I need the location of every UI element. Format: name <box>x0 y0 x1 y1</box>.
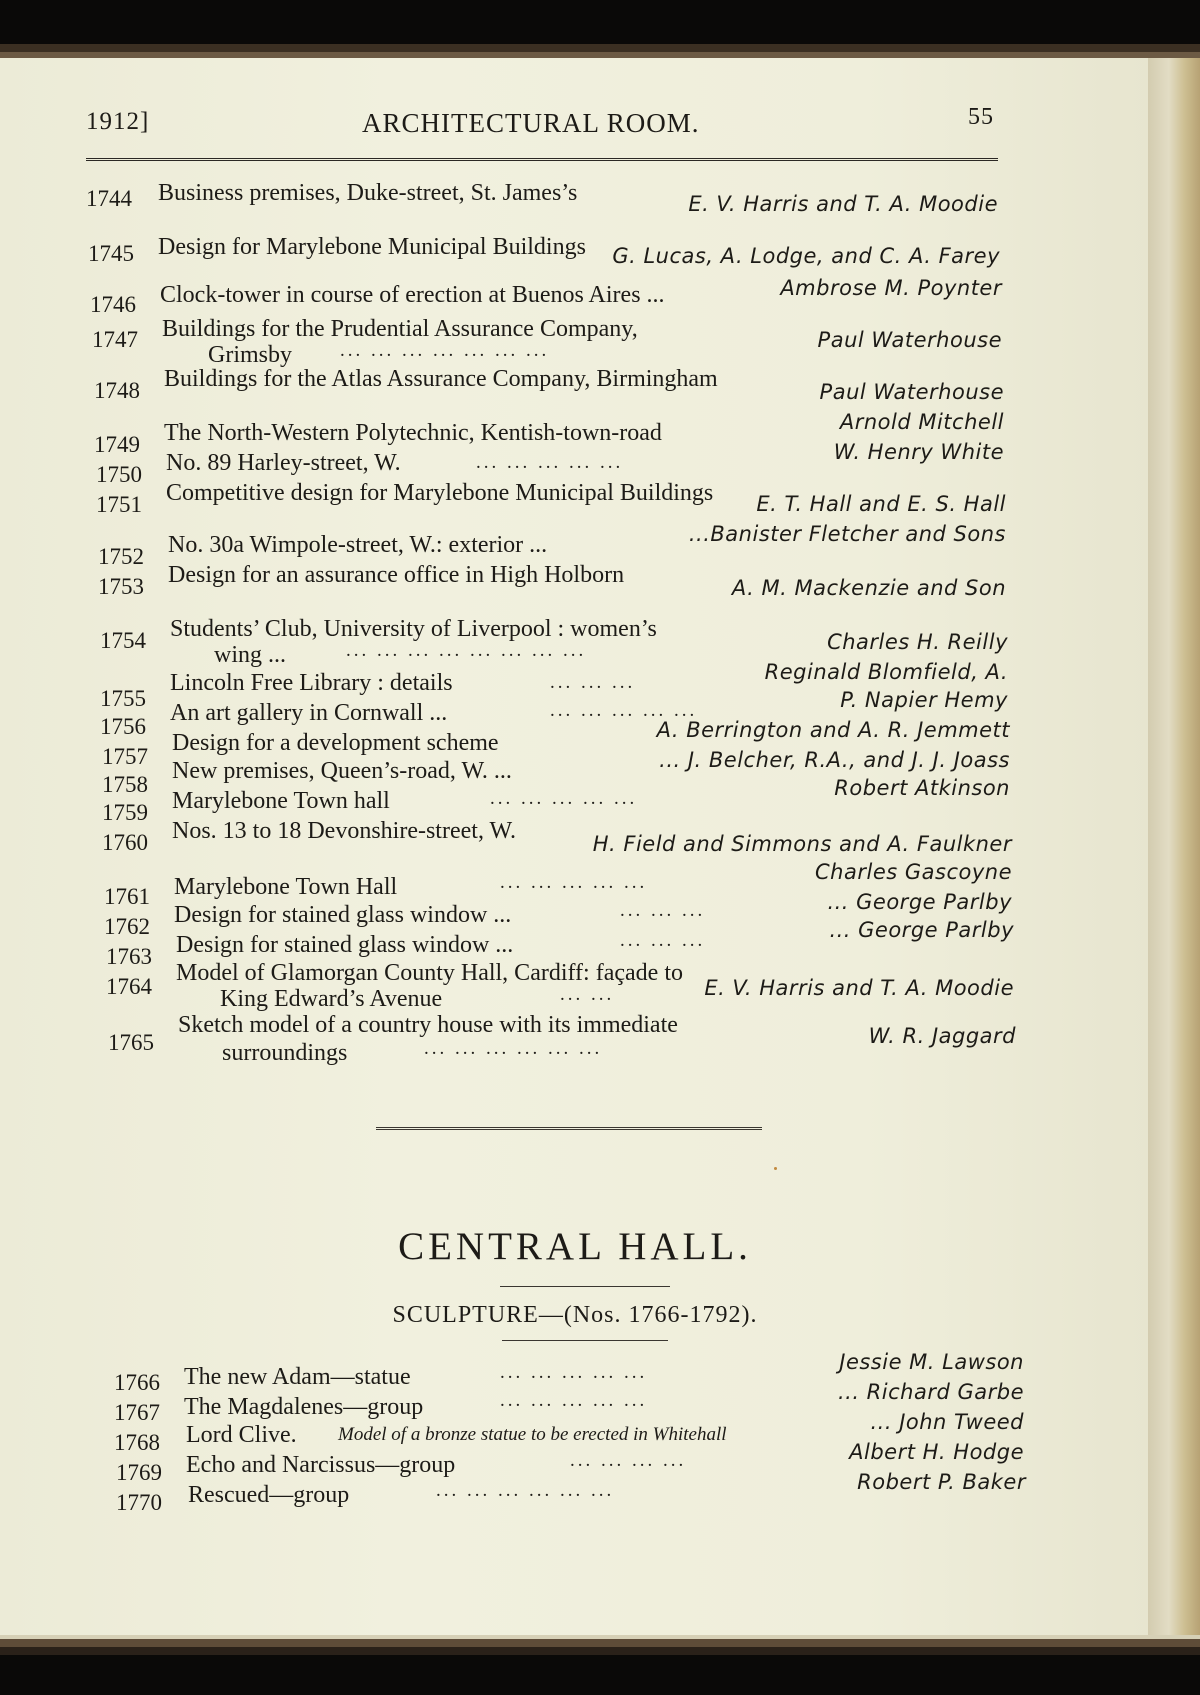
entry-number: 1751 <box>96 492 142 517</box>
leader-dots: ... ... ... ... ... <box>550 700 698 721</box>
entry-number: 1752 <box>98 544 144 569</box>
entry-number: 1746 <box>90 292 136 317</box>
entry-author: Charles H. Reilly <box>827 630 1008 654</box>
entry-number: 1754 <box>100 628 146 653</box>
entry-number: 1747 <box>92 327 138 352</box>
entry-author: ... George Parlby <box>829 918 1014 942</box>
leader-dots: ... ... ... ... ... <box>490 788 638 809</box>
entry-title: Competitive design for Marylebone Municipal Buildings <box>166 480 714 506</box>
leader-dots: ... ... ... ... ... <box>476 452 624 473</box>
entry-author: E. V. Harris and T. A. Moodie <box>688 192 998 216</box>
entry-author: A. M. Mackenzie and Son <box>731 576 1006 600</box>
entry-title: Students’ Club, University of Liverpool : women’s <box>170 616 657 642</box>
entry-author: Charles Gascoyne <box>815 860 1012 884</box>
entry-title: No. 89 Harley-street, W. <box>166 450 401 476</box>
entry-title-continued: wing ... <box>214 642 286 668</box>
book-gutter <box>1148 58 1200 1638</box>
entry-number: 1769 <box>116 1460 162 1485</box>
entry-author: W. R. Jaggard <box>868 1024 1016 1048</box>
entry-title: Lincoln Free Library : details <box>170 670 453 696</box>
entry-author: ... Richard Garbe <box>837 1380 1024 1404</box>
entry-title: The Magdalenes—group <box>184 1394 424 1420</box>
entry-author: ... George Parlby <box>827 890 1012 914</box>
leader-dots: ... ... ... <box>620 900 706 921</box>
entry-title: Design for stained glass window ... <box>176 932 514 958</box>
entry-title: New premises, Queen’s-road, W. ... <box>172 758 512 784</box>
entry-author: G. Lucas, A. Lodge, and C. A. Farey <box>612 244 1000 268</box>
entry-number: 1745 <box>88 241 134 266</box>
page-title: ARCHITECTURAL ROOM. <box>362 108 700 138</box>
entry-title: Sketch model of a country house with its immediate <box>178 1012 678 1038</box>
entry-title: Nos. 13 to 18 Devonshire-street, W. <box>172 818 516 844</box>
entry-author: Paul Waterhouse <box>817 328 1002 352</box>
entry-number: 1749 <box>94 432 140 457</box>
leader-dots: ... ... ... <box>550 672 636 693</box>
entry-number: 1766 <box>114 1370 160 1395</box>
leader-dots: ... ... ... ... ... ... <box>424 1038 603 1059</box>
entry-author: H. Field and Simmons and A. Faulkner <box>592 832 1012 856</box>
heading-rule <box>500 1286 670 1287</box>
entry-author: Jessie M. Lawson <box>839 1350 1024 1374</box>
entry-number: 1758 <box>102 772 148 797</box>
entry-author: Robert Atkinson <box>834 776 1010 800</box>
entry-title-continued: King Edward’s Avenue <box>220 986 443 1012</box>
leader-dots: ... ... ... ... ... ... ... ... <box>346 640 587 661</box>
header-rule <box>86 158 998 162</box>
leader-dots: ... ... ... ... ... <box>500 1362 648 1383</box>
entry-title: Clock-tower in course of erection at Buenos Aires ... <box>160 282 665 308</box>
subsection-rule <box>502 1340 668 1341</box>
entry-title: Lord Clive. <box>186 1422 297 1448</box>
entry-title-continued: Grimsby <box>208 342 292 368</box>
entry-number: 1767 <box>114 1400 160 1425</box>
entry-title: The new Adam—statue <box>184 1364 411 1390</box>
entry-author: Reginald Blomfield, A. <box>764 660 1008 684</box>
entry-number: 1762 <box>104 914 150 939</box>
subsection-heading: SCULPTURE—(Nos. 1766-1792). <box>392 1302 758 1328</box>
entry-title: Business premises, Duke-street, St. James’s <box>158 180 578 206</box>
entry-author: P. Napier Hemy <box>840 688 1008 712</box>
entry-author: Paul Waterhouse <box>819 380 1004 404</box>
section-heading: CENTRAL HALL. <box>398 1225 752 1268</box>
entry-title: Rescued—group <box>188 1482 350 1508</box>
entry-number: 1744 <box>86 186 132 211</box>
entry-number: 1765 <box>108 1030 154 1055</box>
book-top-edge <box>0 0 1200 62</box>
entry-title: Buildings for the Prudential Assurance Company, <box>162 316 638 342</box>
entry-number: 1770 <box>116 1490 162 1515</box>
paper-speck <box>774 1167 777 1170</box>
entry-author: ... J. Belcher, R.A., and J. J. Joass <box>659 748 1010 772</box>
entry-author: Arnold Mitchell <box>839 410 1004 434</box>
entry-number: 1750 <box>96 462 142 487</box>
entry-author: E. V. Harris and T. A. Moodie <box>704 976 1014 1000</box>
entry-title: An art gallery in Cornwall ... <box>170 700 448 726</box>
entry-title: Model of Glamorgan County Hall, Cardiff: façade to <box>176 960 683 986</box>
entry-author: Ambrose M. Poynter <box>780 276 1002 300</box>
entry-author: ...Banister Fletcher and Sons <box>688 522 1006 546</box>
entry-title: No. 30a Wimpole-street, W.: exterior ... <box>168 532 548 558</box>
leader-dots: ... ... <box>560 984 615 1005</box>
entry-title: Design for Marylebone Municipal Buildings <box>158 234 586 260</box>
leader-dots: ... ... ... ... ... <box>500 1390 648 1411</box>
entry-number: 1763 <box>106 944 152 969</box>
page-number: 55 <box>968 104 994 130</box>
entry-author: ... John Tweed <box>870 1410 1024 1434</box>
entry-number: 1761 <box>104 884 150 909</box>
entry-author: E. T. Hall and E. S. Hall <box>756 492 1006 516</box>
entry-number: 1768 <box>114 1430 160 1455</box>
entry-number: 1748 <box>94 378 140 403</box>
header-year: 1912] <box>86 108 150 135</box>
entry-note: Model of a bronze statue to be erected in Whitehall <box>338 1424 727 1445</box>
entry-title: The North-Western Polytechnic, Kentish-town-road <box>164 420 662 446</box>
entry-number: 1760 <box>102 830 148 855</box>
entry-title: Marylebone Town hall <box>172 788 390 814</box>
entry-title-continued: surroundings <box>222 1040 348 1066</box>
entry-author: Albert H. Hodge <box>849 1440 1024 1464</box>
entry-author: A. Berrington and A. R. Jemmett <box>656 718 1010 742</box>
entry-title: Design for a development scheme <box>172 730 499 756</box>
entry-author: Robert P. Baker <box>857 1470 1026 1494</box>
entry-number: 1753 <box>98 574 144 599</box>
entry-number: 1756 <box>100 714 146 739</box>
section-divider <box>376 1127 762 1131</box>
leader-dots: ... ... ... ... ... ... <box>436 1480 615 1501</box>
leader-dots: ... ... ... ... <box>570 1450 687 1471</box>
entry-author: W. Henry White <box>833 440 1004 464</box>
entry-number: 1764 <box>106 974 152 999</box>
leader-dots: ... ... ... ... ... ... ... <box>340 340 550 361</box>
leader-dots: ... ... ... <box>620 930 706 951</box>
entry-title: Design for an assurance office in High Holborn <box>168 562 625 588</box>
entry-title: Marylebone Town Hall <box>174 874 398 900</box>
entry-number: 1755 <box>100 686 146 711</box>
entry-number: 1757 <box>102 744 148 769</box>
leader-dots: ... ... ... ... ... <box>500 872 648 893</box>
entry-title: Design for stained glass window ... <box>174 902 512 928</box>
entry-title: Buildings for the Atlas Assurance Company, Birmingham <box>164 366 718 392</box>
entry-number: 1759 <box>102 800 148 825</box>
book-bottom-edge <box>0 1635 1200 1695</box>
entry-title: Echo and Narcissus—group <box>186 1452 456 1478</box>
